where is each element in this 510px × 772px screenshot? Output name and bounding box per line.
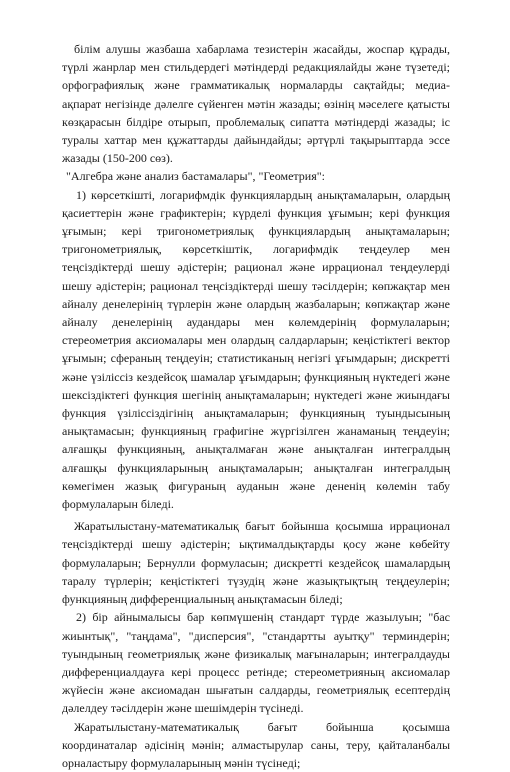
document-page xyxy=(62,40,450,772)
paragraph-understands-list: 2) бір айнымалысы бар көпмүшенің стандарт түрде жазылуын; "бас жиынтық", "таңдама", "дисперсия", "стандартты ауытқу" терминдерін; туындының геометриялық және физикалық мағыналарын; интегралдауды дифференциалдауға кері процесс ретінде; стереометрияның аксиомалар жүйесін және аксиомадан шығатын салдарды, геометриялық есептердің дәлелдеу тәсілдерін және шешімдерін түсінеді. xyxy=(62,610,450,716)
paragraph-natural-math-additional-understands: Жаратылыстану-математикалық бағыт бойынша қосымша координаталар әдісінің мәнін; алмастырулар саны, теру, қайталанбалы орналастыру формулаларының мәнін түсінеді; xyxy=(62,719,450,770)
paragraph-knows-list: 1) көрсеткіштi, логарифмдік функциялардың анықтамаларын, олардың қасиеттерін және графиктерін; күрделі функция ұғымын; кері функция ұғымын; кері тригонометриялық функциялардың анықтамаларын; тригонометриялық, көрсеткіштік, логарифмдік теңдеулер мен теңсіздіктерді шешу әдістерін; рационал және иррационал теңдеулерді шешу әдістерін; рационал теңсіздіктерді шешу тәсілдерін; көпжақтар мен айналу денелерінің түрлерін және олардың жазбаларын; көпжақтар және айналу денелерінің аудандары мен көлемдерінің формулаларын; стереометрия аксиомалары мен олардың салдарларын; кеңістіктегі вектор ұғымын; сфераның теңдеуін; статистиканың негізгі ұғымдарын; дискретті және үзіліссіз кездейсоқ шамалар ұғымдарын; функцияның нүктедегі және шексіздіктегі функция шегінің анықтамаларын; нүктедегі және жиындағы функция үзіліссіздігінің анықтамаларын; функцияның туындысының анықтамасын; функцияның графигіне жүргізілген жанаманың теңдеуін; алғашқы функцияның, анықталмаған және анықталған интегралдың алғашқы функцияларының анықтамаларын; анықталған интегралдың көмегімен жазық фигураның ауданын және дененің көлемін табу формулаларын біледі. xyxy=(62,187,450,512)
section-heading-algebra-geometry: "Алгебра және анализ бастамалары", "Геометрия": xyxy=(66,169,325,184)
paragraph-writing-skills: білім алушы жазбаша хабарлама тезистерін жасайды, жоспар құрады, түрлі жанрлар мен стильдердегі мәтіндерді редакциялайды және түзетеді; орфографиялық және грамматикалық нормаларды сақтайды; медиа-ақпарат негізінде дәлелге сүйенген мәтін жазады; өзінің мәселеге қатысты көзқарасын білдіре отырып, проблемалық сипатта мәтіндерді жазады; іс туралы хаттар мен құжаттарды дайындайды; әртүрлі тақырыптарда эссе жазады (150-200 сөз). xyxy=(62,42,450,166)
paragraph-natural-math-additional-knows: Жаратылыстану-математикалық бағыт бойынша қосымша иррационал теңсіздіктерді шешу әдістерін; ықтималдықтарды қосу және көбейту формулаларын; Бернулли формуласын; дискретті кездейсоқ шамалардың таралу түрлерін; кеңістіктегі түзудің және жазықтықтың теңдеулерін; функцияның дифференциалының анықтамасын біледі; xyxy=(62,519,450,607)
